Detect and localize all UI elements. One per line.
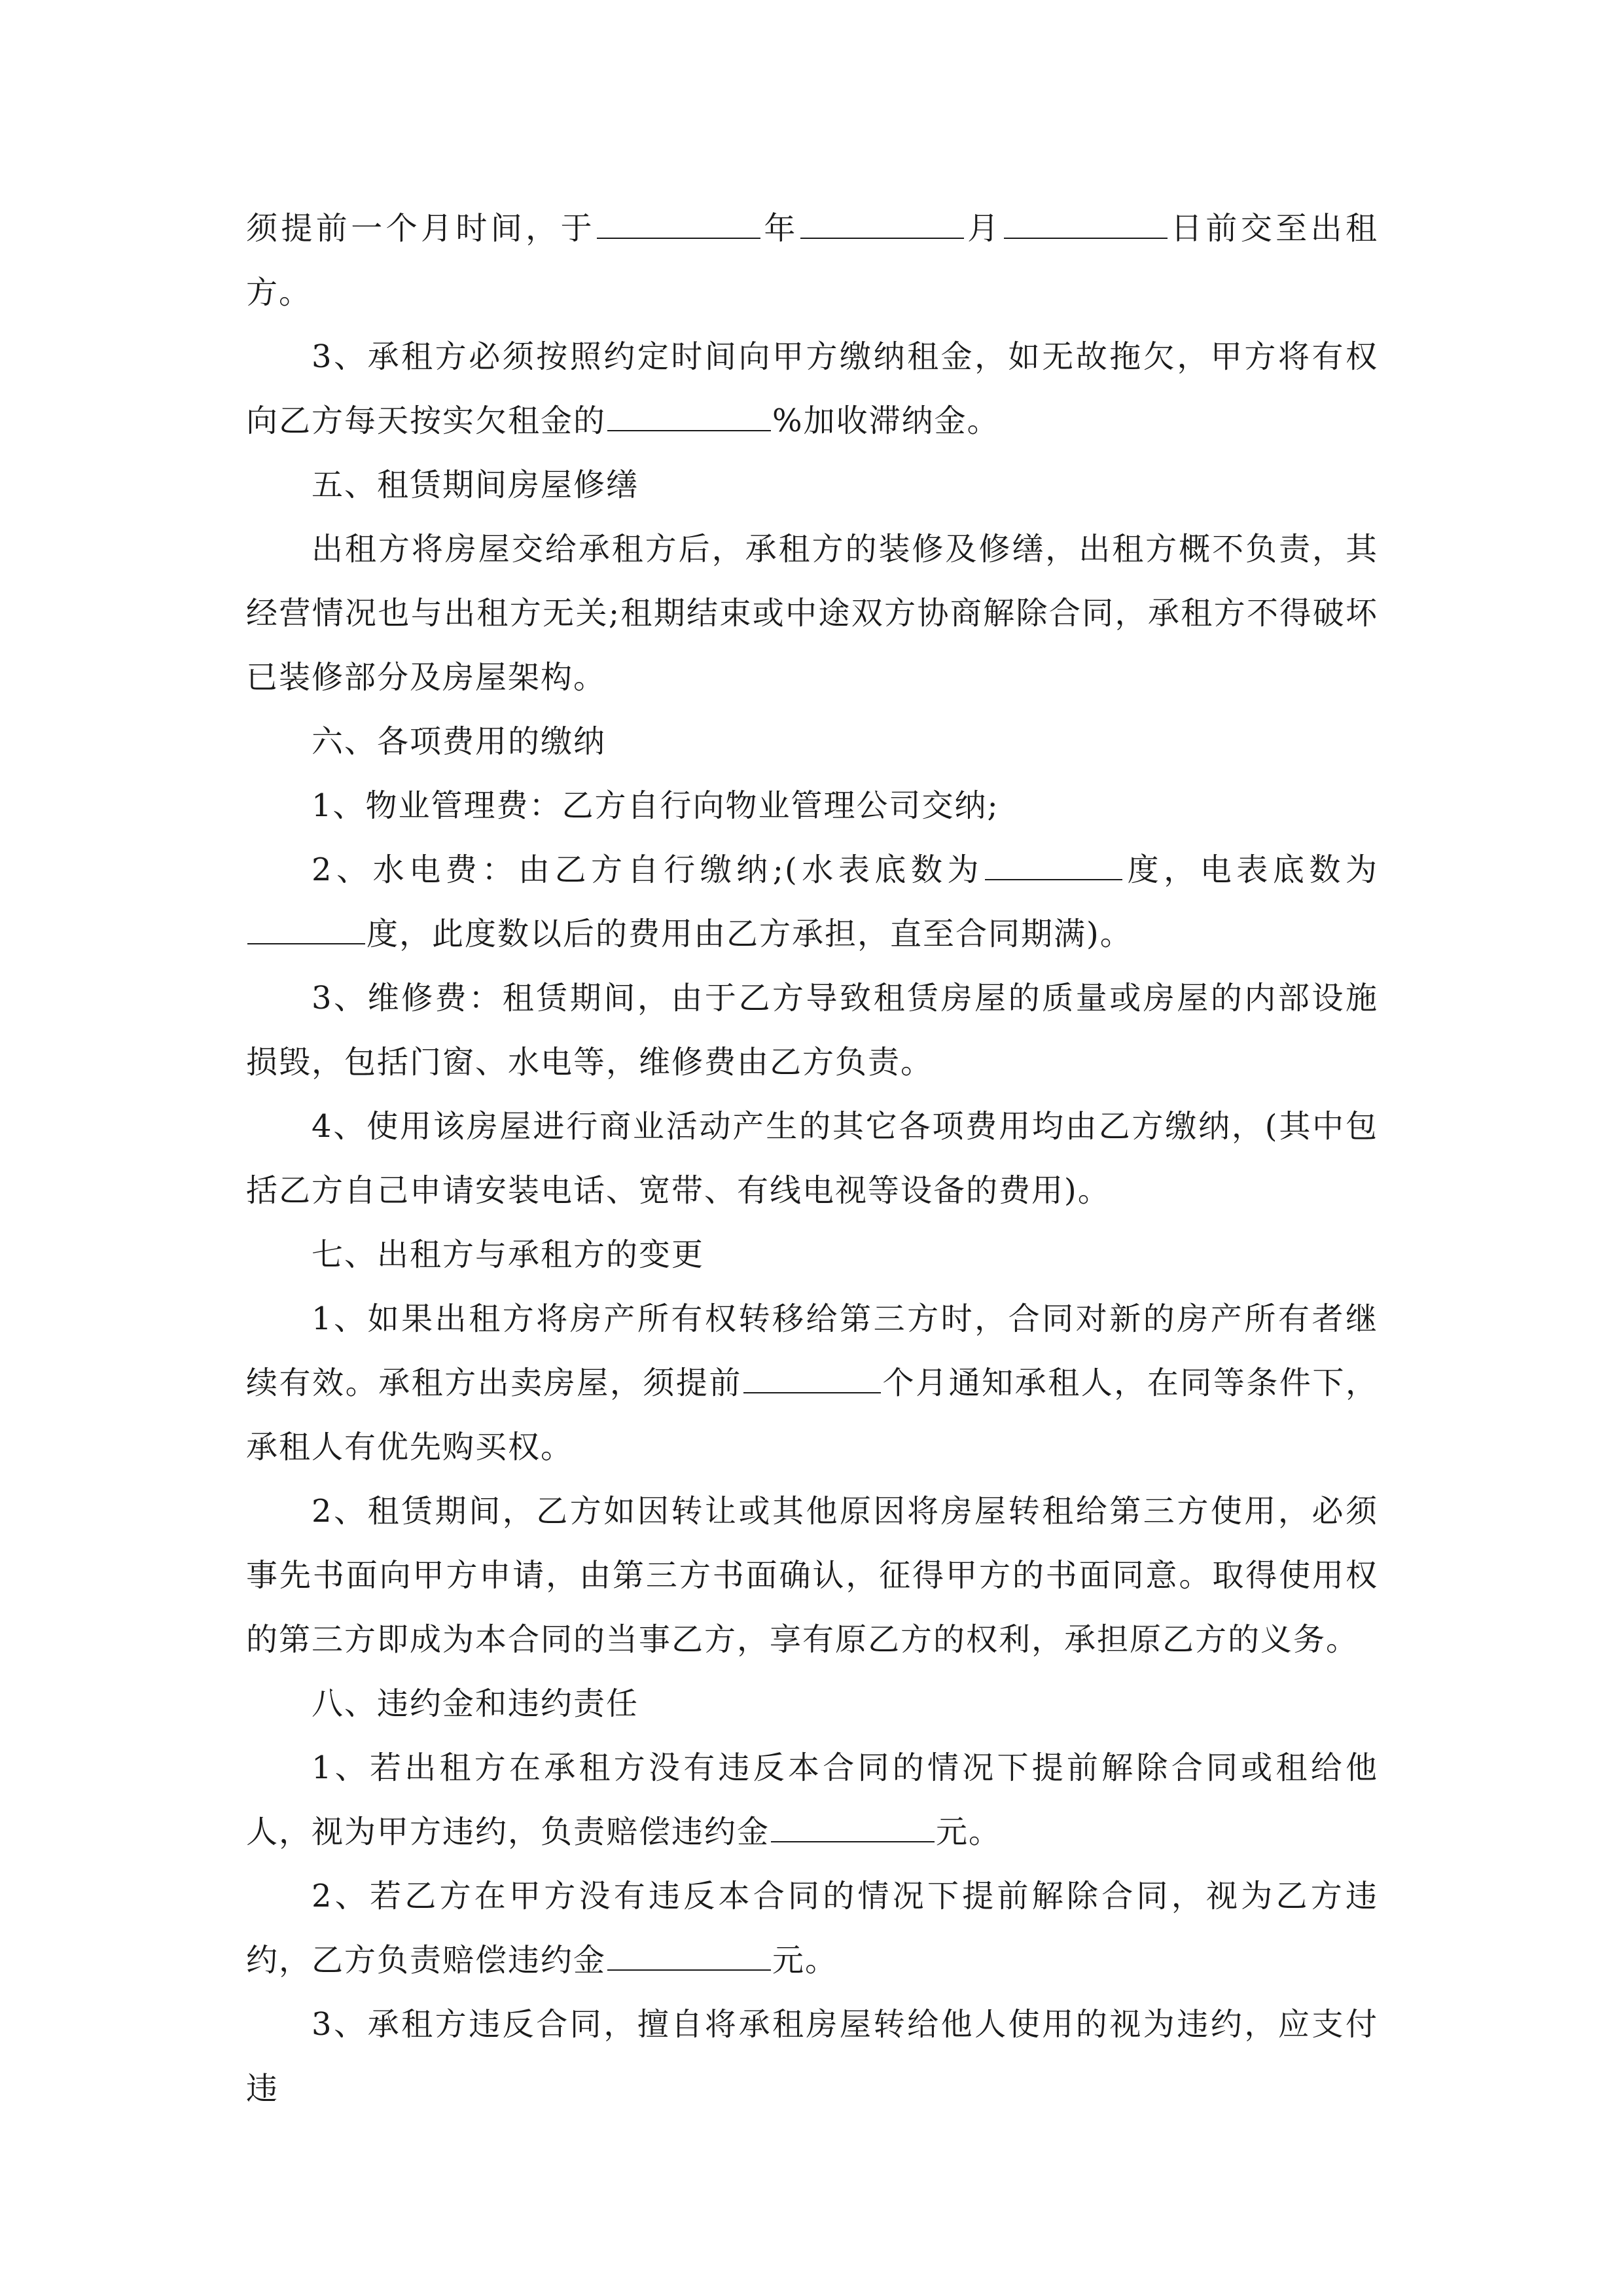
paragraph-late-fee [246, 325, 1378, 453]
blank-lessor-penalty [771, 1815, 935, 1842]
text-segment: 1、如果出租方将房产所有权转移给第三方时，合同对新的房产所有者继续有效。承租方出卖房屋，须提前 [246, 1300, 1378, 1401]
section-heading-repairs: 五、租赁期间房屋修缮 [312, 467, 639, 503]
blank-month-field [800, 211, 964, 239]
text-segment: 2、水电费：由乙方自行缴纳;(水表底数为 [312, 852, 984, 888]
text-segment: 元。 [772, 1942, 838, 1979]
paragraph-lessor-breach [246, 1736, 1378, 1864]
document-body [246, 196, 1378, 2121]
blank-lessee-penalty [607, 1943, 771, 1971]
text-segment: 个月通知承租人，在同等条件下，承租人有优先购买权。 [246, 1365, 1378, 1465]
paragraph-maintenance-fee: 3、维修费：租赁期间，由于乙方导致租赁房屋的质量或房屋的内部设施损毁，包括门窗、水电等，维修费由乙方负责。 [246, 980, 1378, 1081]
text-segment: 元。 [936, 1814, 1002, 1850]
paragraph-other-fees: 4、使用该房屋进行商业活动产生的其它各项费用均由乙方缴纳，(其中包括乙方自己申请安装电话、宽带、有线电视等设备的费用)。 [246, 1108, 1378, 1209]
paragraph-utilities [246, 838, 1378, 966]
text-segment: 度，此度数以后的费用由乙方承担，直至合同期满)。 [366, 916, 1133, 952]
paragraph-sublease: 2、租赁期间，乙方如因转让或其他原因将房屋转租给第三方使用，必须事先书面向甲方申请，由第三方书面确认，征得甲方的书面同意。取得使用权的第三方即成为本合同的当事乙方，享有原乙方的权利，承担原乙方的义务。 [246, 1493, 1378, 1658]
section-heading-changes: 七、出租方与承租方的变更 [312, 1236, 705, 1273]
blank-day-field [1004, 211, 1168, 239]
text-segment: 1、若出租方在承租方没有违反本合同的情况下提前解除合同或租给他人，视为甲方违约，负责赔偿违约金 [246, 1749, 1378, 1850]
section-heading-fees: 六、各项费用的缴纳 [312, 723, 607, 760]
blank-year-field [597, 211, 760, 239]
blank-late-fee-percent [607, 404, 771, 431]
blank-notice-months [743, 1366, 881, 1393]
paragraph-payment-deadline [246, 196, 1378, 325]
paragraph-unauthorized-transfer: 3、承租方违反合同，擅自将承租房屋转给他人使用的视为违约，应支付违 [246, 2006, 1378, 2107]
blank-electric-meter [247, 917, 365, 944]
blank-water-meter [985, 853, 1122, 880]
paragraph-ownership-transfer [246, 1287, 1378, 1479]
text-segment: %加收滞纳金。 [772, 403, 1000, 439]
paragraph-property-fee: 1、物业管理费：乙方自行向物业管理公司交纳; [312, 787, 999, 824]
text-segment: 须提前一个月时间，于 [246, 210, 596, 247]
text-segment: 度，电表底数为 [1124, 852, 1378, 888]
text-segment: 年 [761, 210, 799, 247]
text-segment: 3、承租方必须按照约定时间向甲方缴纳租金，如无故拖欠，甲方将有权向乙方每天按实欠租金的 [246, 338, 1378, 439]
text-segment: 月 [965, 210, 1003, 247]
paragraph-lessee-breach [246, 1864, 1378, 1992]
text-segment: 日前交至出租方。 [246, 210, 1378, 311]
section-heading-breach: 八、违约金和违约责任 [312, 1685, 639, 1722]
text-segment: 2、若乙方在甲方没有违反本合同的情况下提前解除合同，视为乙方违约，乙方负责赔偿违约金 [246, 1878, 1378, 1979]
paragraph-repairs: 出租方将房屋交给承租方后，承租方的装修及修缮，出租方概不负责，其经营情况也与出租方无关;租期结束或中途双方协商解除合同，承租方不得破坏已装修部分及房屋架构。 [246, 531, 1378, 696]
